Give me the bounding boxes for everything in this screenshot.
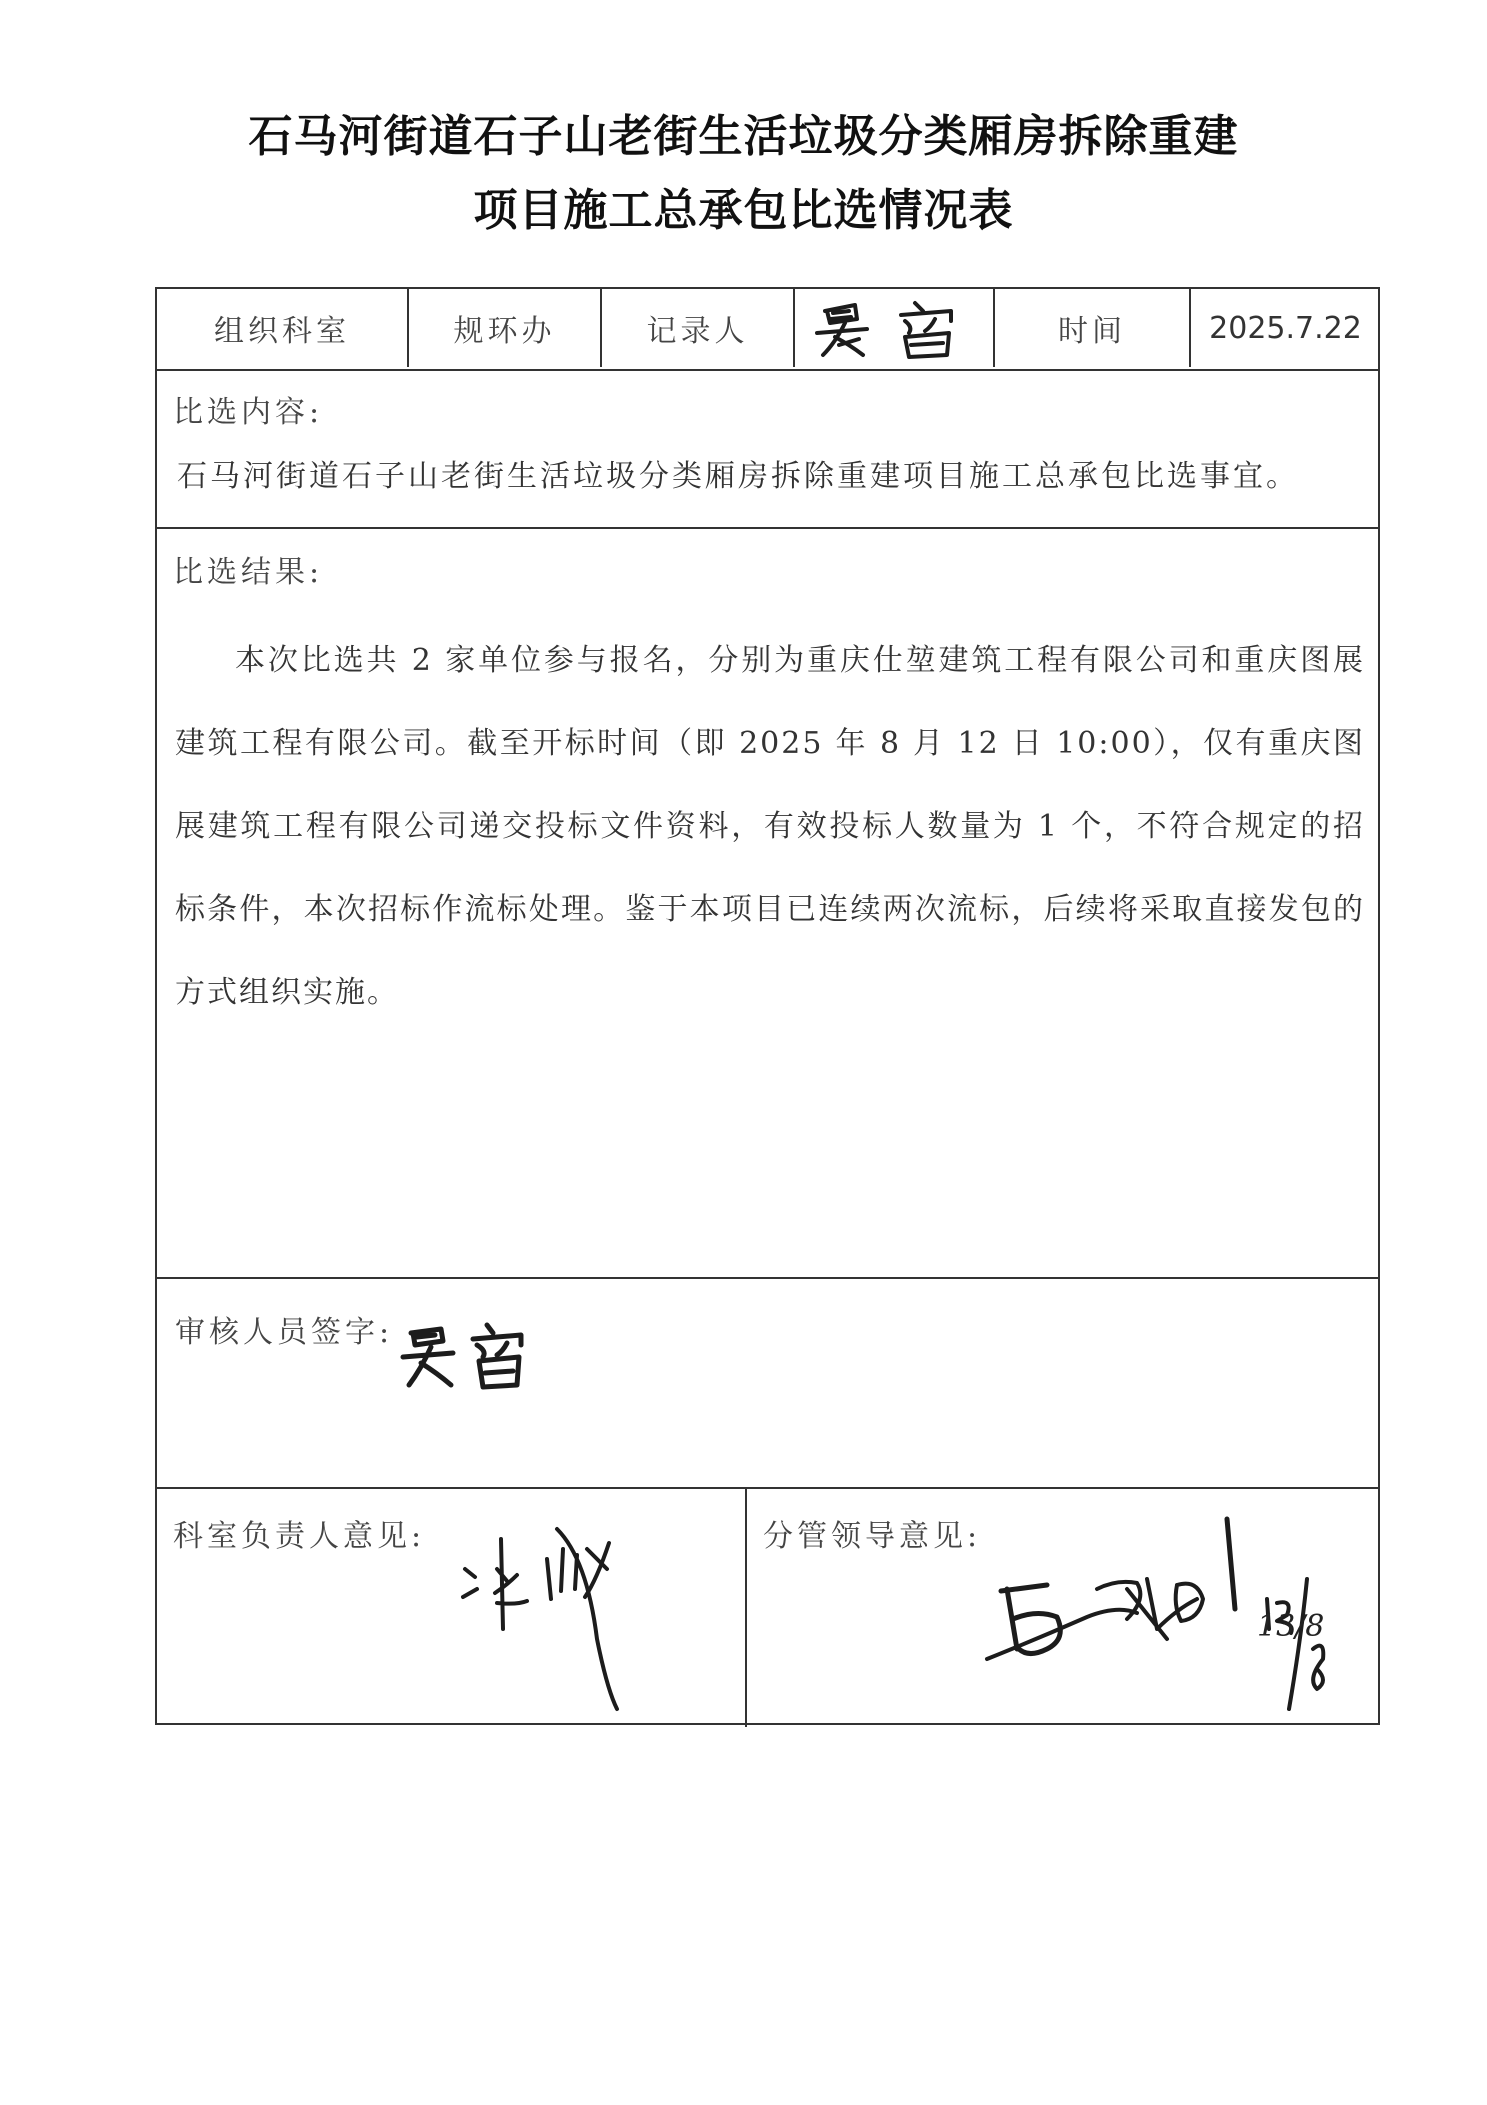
leader-date-note: 13/8 xyxy=(1257,1609,1325,1644)
result-row xyxy=(157,527,1378,1277)
content-label: 比选内容: xyxy=(173,395,324,430)
opinions-row xyxy=(157,1487,1378,1727)
dept-value: 规环办 xyxy=(407,289,600,367)
document-title-line1: 石马河街道石子山老街生活垃圾分类厢房拆除重建 xyxy=(248,111,1239,162)
dept-label: 组织科室 xyxy=(214,314,350,349)
selection-form-table xyxy=(155,287,1380,1725)
dept-head-signature xyxy=(457,1519,657,1719)
header-row xyxy=(157,289,1378,369)
recorder-label: 记录人 xyxy=(600,289,793,367)
leader-opinion-cell xyxy=(745,1489,1380,1727)
review-row xyxy=(157,1277,1378,1487)
leader-opinion-label: 分管领导意见: xyxy=(763,1519,982,1554)
result-text: 本次比选共 2 家单位参与报名，分别为重庆仕堃建筑工程有限公司和重庆图展建筑工程有限公司。截至开标时间（即 2025 年 8 月 12 日 10:00），仅有重庆图展建筑工程有限公司递交投标文件资料，有效投标人数量为 1 个，不符合规定的招标条件，本次招标作流标处理。鉴于本项目已连续两次流标，后续将采取直接发包的方式组织实施。 xyxy=(175,643,1365,1010)
document-title-line2: 项目施工总承包比选情况表 xyxy=(473,185,1014,236)
reviewer-signature xyxy=(397,1319,537,1399)
result-label: 比选结果: xyxy=(173,555,324,590)
dept-head-opinion-cell xyxy=(157,1489,745,1727)
recorder-signature xyxy=(805,293,985,363)
content-row xyxy=(157,369,1378,527)
dept-head-opinion-label: 科室负责人意见: xyxy=(173,1519,426,1554)
review-label: 审核人员签字: xyxy=(175,1315,394,1350)
time-value: 2025.7.22 xyxy=(1189,289,1380,367)
content-text: 石马河街道石子山老街生活垃圾分类厢房拆除重建项目施工总承包比选事宜。 xyxy=(177,459,1299,494)
recorder-signature-cell xyxy=(793,289,993,367)
time-label: 时间 xyxy=(993,289,1189,367)
